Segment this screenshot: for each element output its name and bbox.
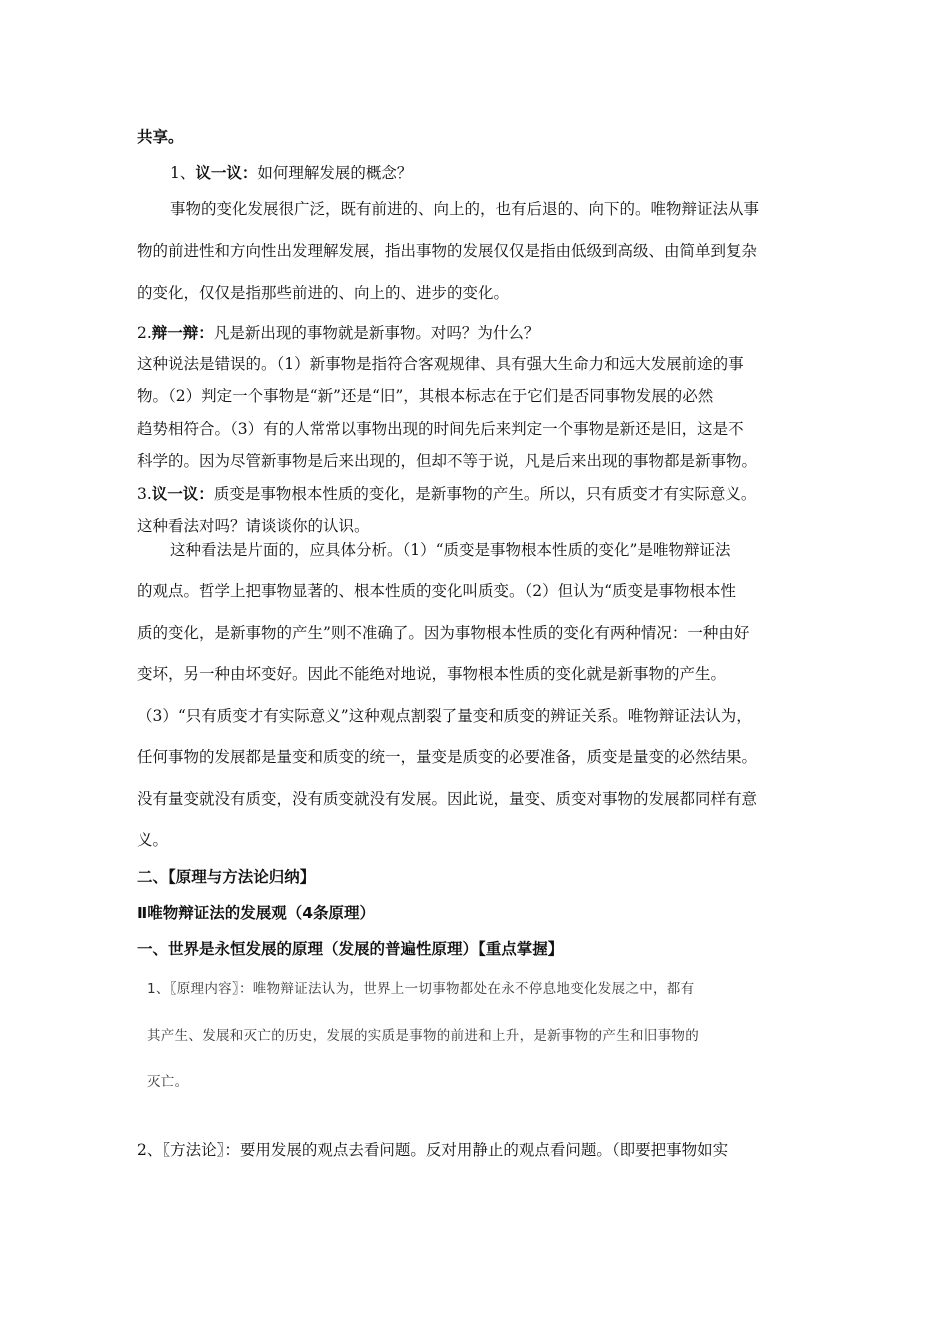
section-heading: Ⅱ唯物辩证法的发展观（4条原理） — [137, 904, 375, 922]
text-line: 这种看法是片面的，应具体分析。（1）“质变是事物根本性质的变化”是唯物辩证法 — [170, 541, 731, 559]
text-line: 的观点。哲学上把事物显著的、根本性质的变化叫质变。（2）但认为“质变是事物根本性 — [137, 582, 737, 600]
label: 议一议： — [195, 164, 258, 182]
section-heading: 一、世界是永恒发展的原理（发展的普遍性原理）【重点掌握】 — [137, 940, 564, 958]
section-heading: 二、【原理与方法论归纳】 — [137, 868, 316, 886]
text-line: 义。 — [137, 831, 169, 849]
num: 1、 — [170, 164, 196, 182]
text-line: 物的前进性和方向性出发理解发展，指出事物的发展仅仅是指由低级到高级、由简单到复杂 — [137, 242, 758, 260]
text-line: 2、〖方法论〗：要用发展的观点去看问题。反对用静止的观点看问题。（即要把事物如实 — [137, 1141, 729, 1159]
text-line: 任何事物的发展都是量变和质变的统一，量变是质变的必要准备，质变是量变的必然结果。 — [137, 748, 758, 766]
text-line: 科学的。因为尽管新事物是后来出现的，但却不等于说，凡是后来出现的事物都是新事物。 — [137, 452, 758, 470]
text-line: 共享。 — [137, 128, 184, 146]
text-line: 事物的变化发展很广泛，既有前进的、向上的，也有后退的、向下的。唯物辩证法从事 — [170, 200, 760, 218]
label: 辩一辩： — [151, 324, 214, 342]
question: 质变是事物根本性质的变化，是新事物的产生。所以，只有质变才有实际意义。 — [213, 485, 757, 503]
text-line: 变坏，另一种由坏变好。因此不能绝对地说，事物根本性质的变化就是新事物的产生。 — [137, 665, 727, 683]
text-line: 的变化，仅仅是指那些前进的、向上的、进步的变化。 — [137, 284, 510, 302]
image-text-line: 其产生、发展和灭亡的历史，发展的实质是事物的前进和上升，是新事物的产生和旧事物的 — [147, 1028, 699, 1044]
heading-3 — [137, 484, 756, 504]
text-line: 物。（2）判定一个事物是“新”还是“旧”，其根本标志在于它们是否同事物发展的必然 — [137, 387, 714, 405]
heading-2 — [137, 323, 539, 343]
image-text-line: 灭亡。 — [147, 1074, 189, 1090]
text-line: 没有量变就没有质变，没有质变就没有发展。因此说，量变、质变对事物的发展都同样有意 — [137, 790, 758, 808]
image-text-line: 1、〖原理内容〗：唯物辩证法认为，世界上一切事物都处在永不停息地变化发展之中，都有 — [147, 981, 695, 997]
text-line: 这种看法对吗？请谈谈你的认识。 — [137, 517, 370, 535]
heading-1 — [170, 163, 412, 183]
label: 议一议： — [151, 485, 214, 503]
question: 如何理解发展的概念？ — [257, 164, 413, 182]
num: 2. — [137, 324, 152, 342]
num: 3. — [137, 485, 152, 503]
text-line: 趋势相符合。（3）有的人常常以事物出现的时间先后来判定一个事物是新还是旧，这是不 — [137, 420, 744, 438]
question: 凡是新出现的事物就是新事物。对吗？为什么？ — [213, 324, 540, 342]
text-line: 质的变化，是新事物的产生”则不准确了。因为事物根本性质的变化有两种情况：一种由好 — [137, 624, 750, 642]
text-line: 这种说法是错误的。（1）新事物是指符合客观规律、具有强大生命力和远大发展前途的事 — [137, 355, 744, 373]
text-line: （3）“只有质变才有实际意义”这种观点割裂了量变和质变的辨证关系。唯物辩证法认为， — [137, 707, 752, 725]
